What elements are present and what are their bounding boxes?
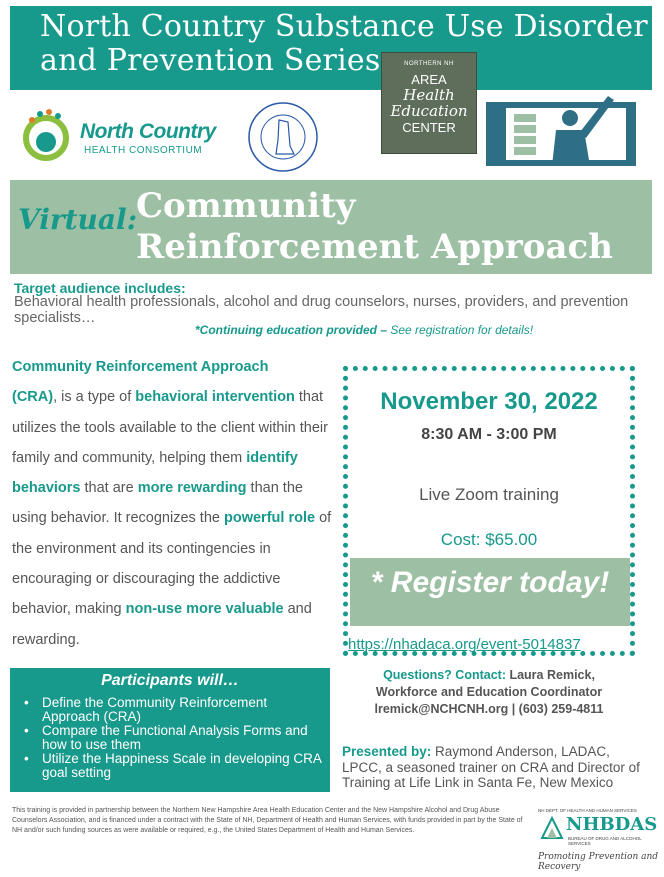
ahec-logo-education: Education (390, 102, 468, 120)
series-title (40, 10, 660, 78)
ahec-logo-area: AREA (411, 72, 447, 87)
ce-note-rest: See registration for details! (390, 323, 534, 337)
desc-text: and rewarding. (12, 601, 312, 648)
event-time: 8:30 AM - 3:00 PM (421, 426, 557, 443)
presenter-label: Presented by: (342, 744, 432, 759)
nhbdas-logo-dept: NH DEPT. OF HEALTH AND HUMAN SERVICES (538, 808, 637, 813)
presenter-text: Raymond Anderson, LADAC, LPCC, a seasoned trainer on CRA and Director of Training at Life Link in Santa Fe, New Mexico (342, 744, 640, 790)
course-title (136, 186, 613, 268)
nhadaca-seal (246, 100, 320, 174)
nchc-logo-name: North Country (80, 120, 216, 143)
cra-description (12, 352, 332, 655)
desc-highlight: behavioral intervention (135, 389, 295, 406)
contact-info (343, 667, 635, 718)
ahec-logo-health: Health (403, 86, 455, 104)
ahec-logo-center: CENTER (402, 120, 456, 135)
participants-list (20, 696, 324, 780)
course-title-line2: Reinforcement Approach (136, 227, 613, 267)
participants-heading: Participants will… (101, 672, 239, 689)
desc-text: of the environment and its contingencies in encouraging or discouraging the addictive behavior, making (12, 510, 332, 618)
desc-text: that utilizes the tools available to the client within their family and community, helping them (12, 389, 328, 466)
ahec-logo (381, 52, 477, 154)
ahec-logo-top: NORTHERN NH (404, 61, 454, 67)
desc-highlight: non-use more valuable (125, 601, 284, 618)
desc-highlight: identify behaviors (12, 449, 298, 497)
audience-text: Behavioral health professionals, alcohol and drug counselors, nurses, providers, and prevention specialists… (14, 294, 629, 326)
desc-highlight: more rewarding (137, 480, 247, 497)
registration-link[interactable]: https://nhadaca.org/event-5014837 (348, 636, 581, 653)
nhbdas-tagline: Promoting Prevention and Recovery (538, 852, 659, 872)
list-item: • Compare the Functional Analysis Forms and how to use them (20, 724, 324, 752)
ce-note-bold: *Continuing education provided – (195, 323, 391, 337)
audience-heading: Target audience includes: (14, 280, 186, 296)
contact-label: Questions? Contact: (383, 668, 506, 682)
nchc-logo-sub: HEALTH CONSORTIUM (84, 145, 203, 156)
event-date: November 30, 2022 (380, 388, 598, 415)
desc-text: than the using behavior. It recognizes the (12, 480, 303, 527)
funding-note: This training is provided in partnership between the Northern New Hampshire Area Health Education Center and the New Hampshire Alcohol and Drug Abuse Counselors Association, and is financed under a contract with the State of NH, Department of Health and Human Services, with funds provided in part by the State of NH and/or such funding sources as were available or required, e.g., the United States Department of Health and Human Services. (12, 807, 523, 834)
nhbdas-logo (538, 814, 566, 840)
desc-text: , is a type of (53, 389, 136, 406)
register-today-button[interactable]: * Register today! (370, 566, 610, 599)
virtual-label: Virtual: (18, 203, 138, 236)
series-title-line1: North Country Substance Use Disorder (40, 9, 648, 44)
presenter-info (342, 744, 648, 791)
event-cost: Cost: $65.00 (440, 530, 538, 549)
list-item: • Utilize the Happiness Scale in developing CRA goal setting (20, 752, 324, 780)
contact-role: Workforce and Education Coordinator (375, 685, 603, 699)
nhbdas-logo-name: NHBDAS (566, 814, 658, 835)
presenter-illustration (486, 74, 636, 172)
nhbdas-logo-sub: BUREAU OF DRUG AND ALCOHOL SERVICES (568, 836, 642, 846)
course-title-line1: Community (136, 186, 356, 226)
ce-note (195, 323, 533, 337)
event-format: Live Zoom training (419, 485, 559, 504)
desc-cra-abbr: (CRA) (12, 389, 54, 406)
contact-details[interactable]: lremick@NCHCNH.org | (603) 259-4811 (374, 702, 604, 716)
contact-name: Laura Remick, (505, 668, 595, 682)
desc-highlight: powerful role (224, 510, 316, 527)
list-item: • Define the Community Reinforcement Approach (CRA) (20, 696, 324, 724)
desc-cra-name: Community Reinforcement Approach (12, 359, 269, 375)
desc-text: that are (80, 480, 138, 497)
series-title-line2: and Prevention Series (40, 43, 381, 78)
